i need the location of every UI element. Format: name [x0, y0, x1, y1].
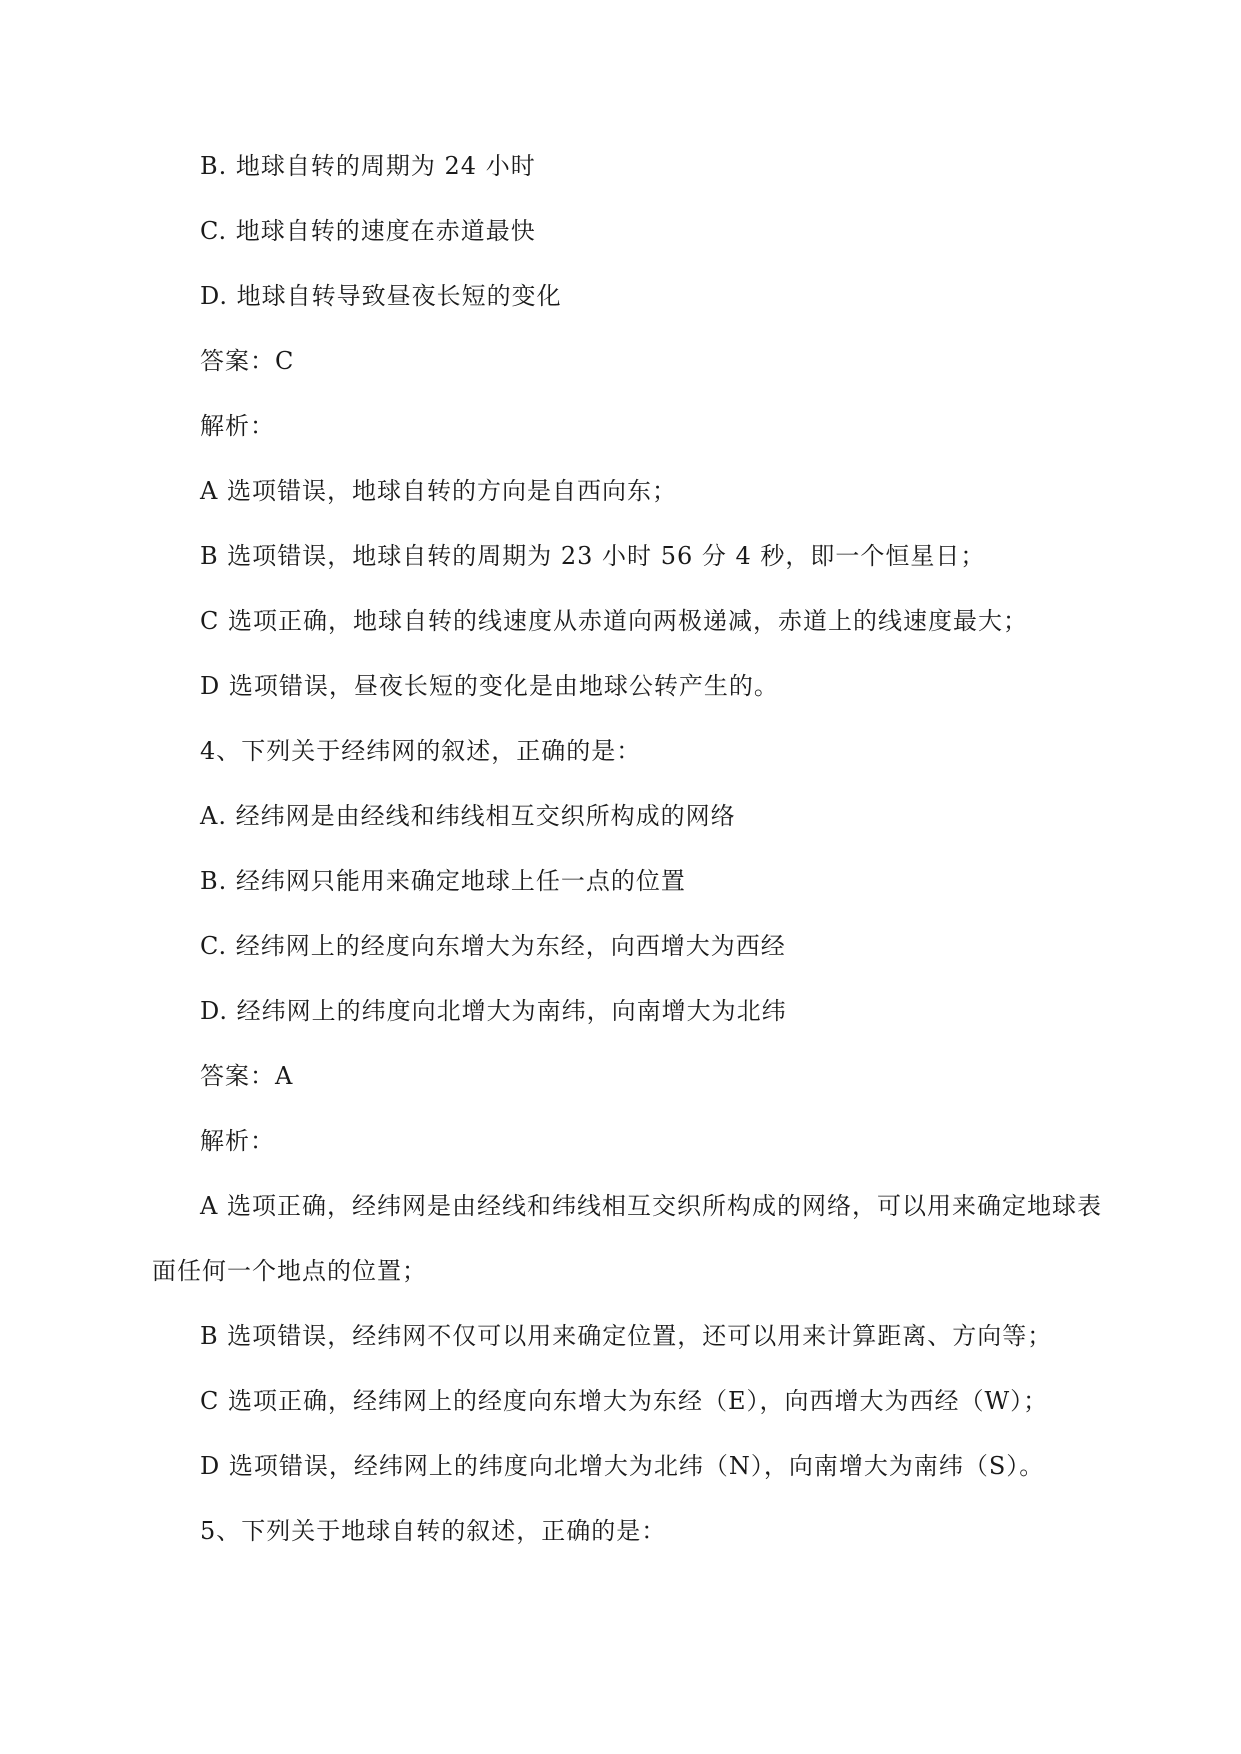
- analysis-d: D 选项错误，昼夜长短的变化是由地球公转产生的。: [200, 672, 779, 700]
- question-4: 4、下列关于经纬网的叙述，正确的是：: [200, 737, 642, 765]
- option-b-text: B. 地球自转的周期为 24 小时: [200, 152, 536, 180]
- q4-analysis-a-continued: 面任何一个地点的位置；: [152, 1257, 427, 1285]
- analysis-c: C 选项正确，地球自转的线速度从赤道向两极递减，赤道上的线速度最大；: [200, 607, 1028, 635]
- q4-answer: 答案：A: [200, 1062, 294, 1090]
- q4-option-d: D. 经纬网上的纬度向北增大为南纬，向南增大为北纬: [200, 997, 787, 1025]
- analysis-b: B 选项错误，地球自转的周期为 23 小时 56 分 4 秒，即一个恒星日；: [200, 542, 986, 570]
- analysis-a: A 选项错误，地球自转的方向是自西向东；: [200, 477, 677, 505]
- answer-line: 答案：C: [200, 347, 295, 375]
- question-5: 5、下列关于地球自转的叙述，正确的是：: [200, 1517, 667, 1545]
- q4-analysis-c: C 选项正确，经纬网上的经度向东增大为东经（E），向西增大为西经（W）；: [200, 1387, 1049, 1415]
- analysis-heading: 解析：: [200, 412, 275, 440]
- q4-analysis-b: B 选项错误，经纬网不仅可以用来确定位置，还可以用来计算距离、方向等；: [200, 1322, 1053, 1350]
- option-d-text: D. 地球自转导致昼夜长短的变化: [200, 282, 562, 310]
- q4-option-b: B. 经纬网只能用来确定地球上任一点的位置: [200, 867, 686, 895]
- option-c-text: C. 地球自转的速度在赤道最快: [200, 217, 536, 245]
- q4-option-a: A. 经纬网是由经线和纬线相互交织所构成的网络: [200, 802, 736, 830]
- q4-analysis-a: A 选项正确，经纬网是由经线和纬线相互交织所构成的网络，可以用来确定地球表: [200, 1192, 1102, 1220]
- q4-option-c: C. 经纬网上的经度向东增大为东经，向西增大为西经: [200, 932, 786, 960]
- q4-analysis-heading: 解析：: [200, 1127, 275, 1155]
- q4-analysis-d: D 选项错误，经纬网上的纬度向北增大为北纬（N），向南增大为南纬（S）。: [200, 1452, 1045, 1480]
